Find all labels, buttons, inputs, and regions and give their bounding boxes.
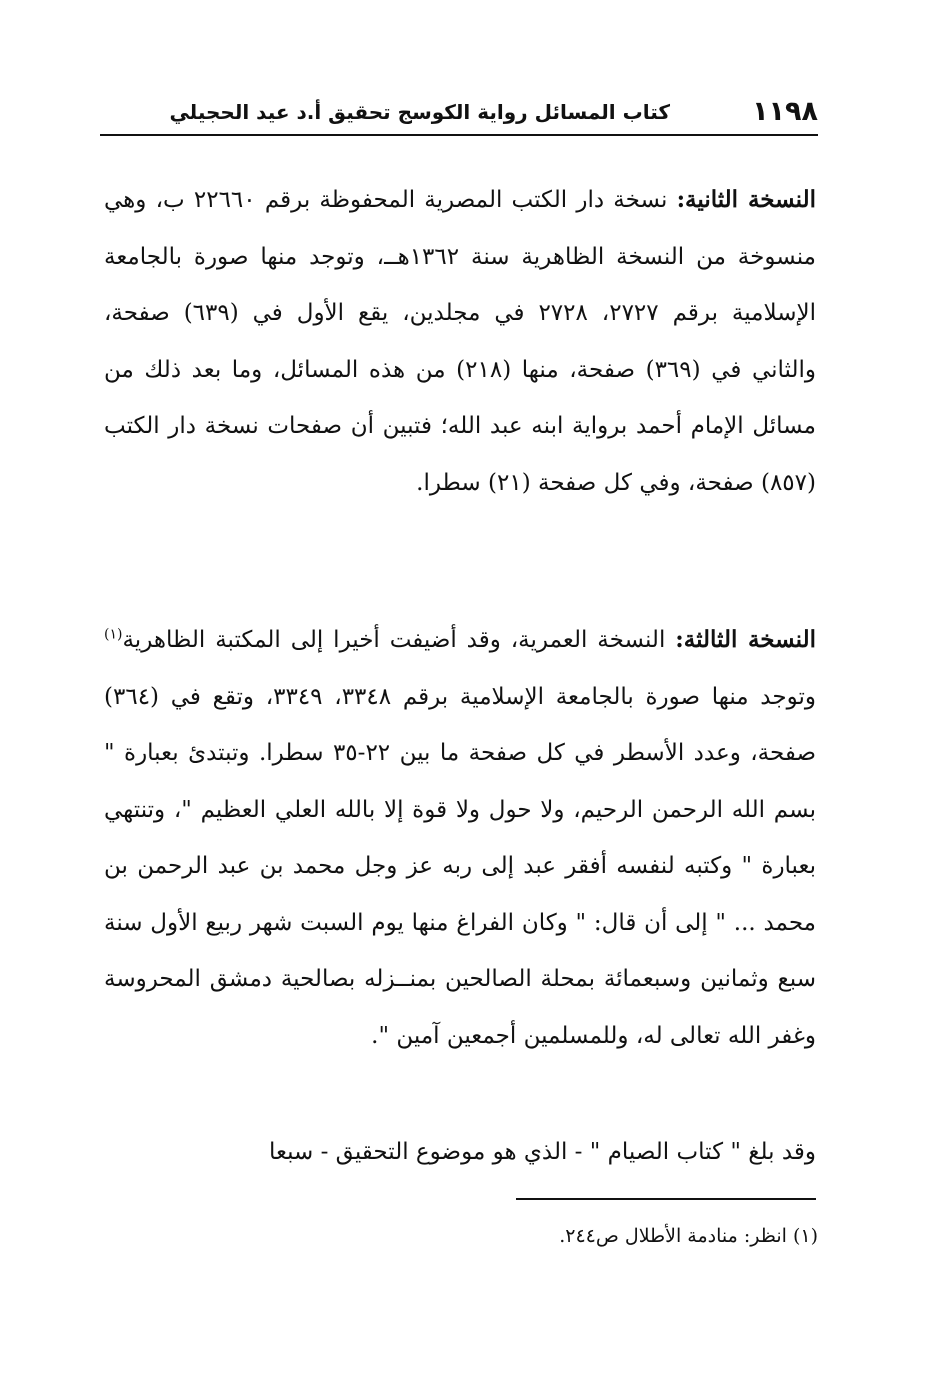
paragraph-text: وقد بلغ " كتاب الصيام " - الذي هو موضوع التحقيق - سبعا <box>268 1139 816 1165</box>
paragraph-text: نسخة دار الكتب المصرية المحفوظة برقم ٢٢٦٦٠ ب، وهي منسوخة من النسخة الظاهرية سنة ١٣٦٢هــ، وتوجد منها صورة بالجامعة الإسلامية برقم ٢٧٢٧، ٢٧٢٨ في مجلدين، يقع الأول في (٦٣٩) صفحة، والثاني في (٣٦٩) صفحة، منها (٢١٨) من هذه المسائل، وما بعد ذلك من مسائل الإمام أحمد برواية ابنه عبد الله؛ فتبين أن صفحات نسخة دار الكتب (٨٥٧) صفحة، وفي كل صفحة (٢١) سطرا. <box>104 187 816 496</box>
paragraph-lead: النسخة الثانية: <box>676 186 816 213</box>
paragraph-second-copy <box>104 172 816 511</box>
footnote-reference: (١) <box>104 626 123 643</box>
page-number: ١١٩٨ <box>752 96 818 127</box>
paragraph-lead: النسخة الثالثة: <box>675 626 816 653</box>
paragraph-fasting-book <box>104 1124 816 1181</box>
paragraph-third-copy <box>104 612 816 1064</box>
header-divider <box>100 134 818 136</box>
running-title: كتاب المسائل رواية الكوسج تحقيق أ.د عيد الحجيلي <box>169 100 670 124</box>
paragraph-text: وتوجد منها صورة بالجامعة الإسلامية برقم ٣٣٤٨، ٣٣٤٩، وتقع في (٣٦٤) صفحة، وعدد الأسطر في كل صفحة ما بين ٢٢-٣٥ سطرا. وتبتدئ بعبارة " بسم الله الرحمن الرحيم، ولا حول ولا قوة إلا بالله العلي العظيم "، وتنتهي بعبارة " وكتبه لنفسه أفقر عبد إلى ربه عز وجل محمد بن عبد الرحمن بن محمد ... " إلى أن قال: " وكان الفراغ منها يوم السبت شهر ربيع الأول سنة سبع وثمانين وسبعمائة بمحلة الصالحين بمنــزله بصالحية دمشق المحروسة وغفر الله تعالى له، وللمسلمين أجمعين آمين ". <box>104 683 817 1049</box>
page-header <box>100 92 818 132</box>
paragraph-text: النسخة العمرية، وقد أضيفت أخيرا إلى المكتبة الظاهرية <box>122 627 666 653</box>
footnote-divider <box>516 1198 816 1200</box>
footnote: (١) انظر: منادمة الأطلال ص٢٤٤. <box>559 1225 818 1247</box>
